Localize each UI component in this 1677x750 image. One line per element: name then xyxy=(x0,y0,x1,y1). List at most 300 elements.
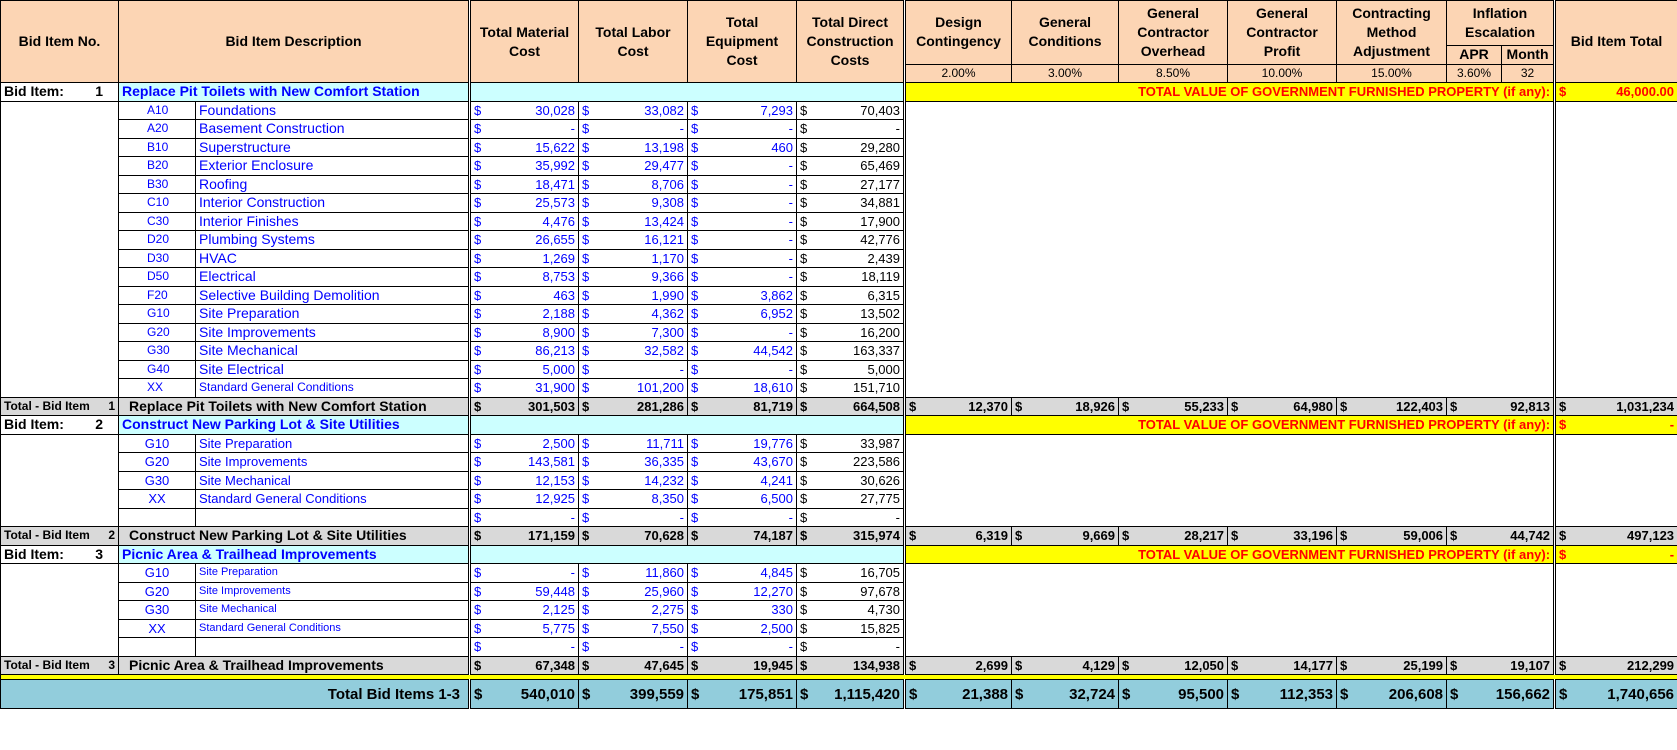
labor-cost-value: 36,335 xyxy=(644,454,685,470)
total-bid-item-label-text: Total - Bid Item xyxy=(4,528,90,543)
direct-cost-value: - xyxy=(895,639,901,655)
bid-item-total-row xyxy=(1,656,1677,675)
labor-cost xyxy=(579,508,688,527)
currency-symbol: $ xyxy=(582,583,590,599)
labor-cost-value: 101,200 xyxy=(637,380,685,396)
labor-cost-value: 9,308 xyxy=(651,195,685,211)
currency-symbol: $ xyxy=(691,269,699,285)
material-cost-value: 5,000 xyxy=(542,361,576,377)
equipment-cost-value: 6,500 xyxy=(760,491,794,507)
currency-symbol: $ xyxy=(582,121,590,137)
grand-total-equipment xyxy=(688,680,797,709)
direct-cost-value: 151,710 xyxy=(853,380,901,396)
direct-cost xyxy=(797,120,905,139)
currency-symbol: $ xyxy=(1559,528,1567,544)
direct-cost xyxy=(797,305,905,324)
labor-cost-value: 2,275 xyxy=(651,602,685,618)
equipment-cost xyxy=(688,323,797,342)
currency-symbol: $ xyxy=(474,398,482,414)
uniformat-code: C30 xyxy=(119,212,196,231)
total-material-value: 67,348 xyxy=(535,657,576,673)
material-cost-value: 18,471 xyxy=(535,176,576,192)
labor-cost-value: 16,121 xyxy=(644,232,685,248)
currency-symbol: $ xyxy=(691,361,699,377)
bid-item-number: 2 xyxy=(95,416,103,433)
currency-symbol: $ xyxy=(582,620,590,636)
equipment-cost xyxy=(688,434,797,453)
total-inflation-value: 44,742 xyxy=(1510,528,1551,544)
equipment-cost-value: 330 xyxy=(771,602,794,618)
blank-cell xyxy=(1,379,119,398)
line-item-description: Foundations xyxy=(196,101,470,120)
currency-symbol: $ xyxy=(1559,84,1567,100)
total-contracting-adjustment xyxy=(1337,527,1447,546)
material-cost xyxy=(470,638,579,657)
currency-symbol: $ xyxy=(582,361,590,377)
pct-design: 2.00% xyxy=(905,64,1012,83)
grand-total-design-contingency xyxy=(905,680,1012,709)
currency-symbol: $ xyxy=(474,685,483,703)
material-cost xyxy=(470,471,579,490)
gfp-value xyxy=(1555,83,1677,102)
blank-cell xyxy=(1,453,119,472)
direct-cost-value: 163,337 xyxy=(853,343,901,359)
grand-total-equipment-value: 175,851 xyxy=(738,685,794,703)
grand-total-label: Total Bid Items 1-3 xyxy=(1,680,470,709)
bid-item-label-text: Bid Item: xyxy=(4,416,64,433)
labor-cost-value: 13,424 xyxy=(644,213,685,229)
currency-symbol: $ xyxy=(800,435,808,451)
material-cost-value: 4,476 xyxy=(542,213,576,229)
currency-symbol: $ xyxy=(691,139,699,155)
labor-cost xyxy=(579,638,688,657)
total-equipment-value: 19,945 xyxy=(753,657,794,673)
currency-symbol: $ xyxy=(1450,657,1458,673)
material-cost xyxy=(470,286,579,305)
equipment-cost-value: - xyxy=(788,176,794,192)
currency-symbol: $ xyxy=(1559,546,1567,562)
direct-cost xyxy=(797,638,905,657)
total-gc-overhead-value: 55,233 xyxy=(1184,398,1225,414)
blank-cell xyxy=(1,564,119,583)
direct-cost xyxy=(797,564,905,583)
gfp-label: TOTAL VALUE OF GOVERNMENT FURNISHED PROPERTY (if any): xyxy=(905,416,1555,435)
blank-cell xyxy=(1,360,119,379)
currency-symbol: $ xyxy=(1231,528,1239,544)
labor-cost xyxy=(579,619,688,638)
total-design-contingency-value: 12,370 xyxy=(968,398,1009,414)
direct-cost-value: - xyxy=(895,121,901,137)
grand-total-general-conditions xyxy=(1012,680,1119,709)
equipment-cost-value: 43,670 xyxy=(753,454,794,470)
bid-item-total-value: 212,299 xyxy=(1627,657,1675,673)
currency-symbol: $ xyxy=(691,380,699,396)
bid-item-total xyxy=(1555,656,1677,675)
currency-symbol: $ xyxy=(474,287,482,303)
total-direct xyxy=(797,397,905,416)
labor-cost xyxy=(579,138,688,157)
currency-symbol: $ xyxy=(1015,685,1024,703)
currency-symbol: $ xyxy=(1450,528,1458,544)
currency-symbol: $ xyxy=(1559,685,1568,703)
currency-symbol: $ xyxy=(582,602,590,618)
equipment-cost-value: - xyxy=(788,324,794,340)
equipment-cost xyxy=(688,268,797,287)
grand-total-direct-value: 1,115,420 xyxy=(834,685,901,703)
bid-item-number: 3 xyxy=(95,545,103,562)
uniformat-code: XX xyxy=(119,619,196,638)
month-value: 32 xyxy=(1502,64,1555,83)
currency-symbol: $ xyxy=(474,343,482,359)
uniformat-code xyxy=(119,508,196,527)
blank-cell xyxy=(1,601,119,620)
line-item-description: Interior Finishes xyxy=(196,212,470,231)
direct-cost-value: 16,200 xyxy=(860,324,901,340)
grand-total-material-value: 540,010 xyxy=(520,685,576,703)
total-bid-item-label-text: Total - Bid Item xyxy=(4,398,90,413)
line-item-row xyxy=(1,564,1677,583)
currency-symbol: $ xyxy=(474,491,482,507)
gfp-value xyxy=(1555,416,1677,435)
material-cost xyxy=(470,175,579,194)
labor-cost xyxy=(579,231,688,250)
labor-cost xyxy=(579,305,688,324)
bid-item-title: Construct New Parking Lot & Site Utilities xyxy=(119,416,470,435)
currency-symbol: $ xyxy=(691,195,699,211)
apr-value: 3.60% xyxy=(1447,64,1502,83)
blank-cell xyxy=(1,508,119,527)
material-cost-value: 5,775 xyxy=(542,620,576,636)
uniformat-code: G20 xyxy=(119,582,196,601)
line-item-description: Electrical xyxy=(196,268,470,287)
total-direct-value: 134,938 xyxy=(853,657,901,673)
currency-symbol: $ xyxy=(800,195,808,211)
total-bid-item-label-text: Total - Bid Item xyxy=(4,657,90,672)
material-cost xyxy=(470,138,579,157)
currency-symbol: $ xyxy=(691,213,699,229)
blank-cell xyxy=(1,342,119,361)
currency-symbol: $ xyxy=(691,232,699,248)
currency-symbol: $ xyxy=(800,232,808,248)
uniformat-code: G30 xyxy=(119,342,196,361)
material-cost xyxy=(470,231,579,250)
currency-symbol: $ xyxy=(1450,685,1459,703)
total-bid-item-number: 2 xyxy=(108,528,115,543)
currency-symbol: $ xyxy=(800,491,808,507)
gfp-label: TOTAL VALUE OF GOVERNMENT FURNISHED PROPERTY (if any): xyxy=(905,545,1555,564)
bid-item-total-value: 1,031,234 xyxy=(1616,398,1675,414)
currency-symbol: $ xyxy=(800,361,808,377)
labor-cost xyxy=(579,157,688,176)
currency-symbol: $ xyxy=(474,195,482,211)
header-bid-item-description: Bid Item Description xyxy=(119,1,470,83)
direct-cost-value: 6,315 xyxy=(867,287,901,303)
line-item-description: Exterior Enclosure xyxy=(196,157,470,176)
uniformat-code: G30 xyxy=(119,601,196,620)
line-item-description: Roofing xyxy=(196,175,470,194)
blank-cell xyxy=(1,212,119,231)
line-item-description: HVAC xyxy=(196,249,470,268)
grand-total-general-conditions-value: 32,724 xyxy=(1069,685,1116,703)
currency-symbol: $ xyxy=(800,139,808,155)
labor-cost xyxy=(579,268,688,287)
bid-item-total xyxy=(1555,527,1677,546)
direct-cost-value: 27,775 xyxy=(860,491,901,507)
equipment-cost xyxy=(688,379,797,398)
equipment-cost-value: 4,241 xyxy=(760,472,794,488)
total-inflation xyxy=(1447,656,1555,675)
equipment-cost-value: 460 xyxy=(771,139,794,155)
currency-symbol: $ xyxy=(800,324,808,340)
direct-cost xyxy=(797,194,905,213)
material-cost xyxy=(470,212,579,231)
direct-cost-value: 34,881 xyxy=(860,195,901,211)
currency-symbol: $ xyxy=(582,380,590,396)
blank-cell xyxy=(1,101,119,120)
labor-cost xyxy=(579,175,688,194)
grand-total-direct xyxy=(797,680,905,709)
total-material-value: 171,159 xyxy=(528,528,576,544)
currency-symbol: $ xyxy=(582,685,591,703)
currency-symbol: $ xyxy=(582,398,590,414)
currency-symbol: $ xyxy=(800,685,809,703)
currency-symbol: $ xyxy=(800,213,808,229)
material-cost xyxy=(470,619,579,638)
direct-cost-value: 17,900 xyxy=(860,213,901,229)
currency-symbol: $ xyxy=(691,685,700,703)
total-design-contingency xyxy=(905,656,1012,675)
line-item-description: Basement Construction xyxy=(196,120,470,139)
total-general-conditions xyxy=(1012,397,1119,416)
line-item-description: Selective Building Demolition xyxy=(196,286,470,305)
total-labor xyxy=(579,397,688,416)
currency-symbol: $ xyxy=(582,528,590,544)
total-blank-area xyxy=(1555,564,1677,657)
currency-symbol: $ xyxy=(582,657,590,673)
labor-cost xyxy=(579,342,688,361)
currency-symbol: $ xyxy=(800,380,808,396)
labor-cost-value: 8,350 xyxy=(651,491,685,507)
total-bid-item-label xyxy=(1,656,119,675)
header-month: Month xyxy=(1502,46,1555,65)
currency-symbol: $ xyxy=(474,620,482,636)
material-cost-value: - xyxy=(570,565,576,581)
total-bid-item-label xyxy=(1,527,119,546)
total-equipment-value: 81,719 xyxy=(753,398,794,414)
material-cost xyxy=(470,101,579,120)
total-gc-overhead-value: 28,217 xyxy=(1184,528,1225,544)
material-cost-value: - xyxy=(570,639,576,655)
total-design-contingency xyxy=(905,397,1012,416)
total-equipment xyxy=(688,656,797,675)
blank-cell xyxy=(1,323,119,342)
grand-total-design-contingency-value: 21,388 xyxy=(962,685,1009,703)
uniformat-code: D30 xyxy=(119,249,196,268)
equipment-cost xyxy=(688,120,797,139)
total-bid-item-number: 3 xyxy=(108,657,115,672)
labor-cost xyxy=(579,323,688,342)
direct-cost xyxy=(797,601,905,620)
equipment-cost xyxy=(688,360,797,379)
currency-symbol: $ xyxy=(474,565,482,581)
total-general-conditions-value: 18,926 xyxy=(1075,398,1116,414)
grand-total-contracting-adjustment-value: 206,608 xyxy=(1388,685,1444,703)
bid-item-header-row xyxy=(1,545,1677,564)
direct-cost xyxy=(797,231,905,250)
currency-symbol: $ xyxy=(691,454,699,470)
total-gc-profit-value: 14,177 xyxy=(1293,657,1334,673)
currency-symbol: $ xyxy=(909,685,918,703)
pct-contracting-adjustment: 15.00% xyxy=(1337,64,1447,83)
blank-cell xyxy=(1,175,119,194)
equipment-cost-value: - xyxy=(788,639,794,655)
currency-symbol: $ xyxy=(1559,417,1567,433)
labor-cost xyxy=(579,379,688,398)
currency-symbol: $ xyxy=(582,324,590,340)
labor-cost-value: 13,198 xyxy=(644,139,685,155)
bid-item-label xyxy=(1,83,119,102)
line-item-row xyxy=(1,101,1677,120)
line-item-description: Site Electrical xyxy=(196,360,470,379)
currency-symbol: $ xyxy=(691,306,699,322)
labor-cost xyxy=(579,471,688,490)
total-gc-profit-value: 33,196 xyxy=(1293,528,1334,544)
pct-overhead: 8.50% xyxy=(1119,64,1228,83)
material-cost-value: 86,213 xyxy=(535,343,576,359)
equipment-cost xyxy=(688,508,797,527)
currency-symbol: $ xyxy=(474,102,482,118)
line-item-description: Standard General Conditions xyxy=(196,379,470,398)
blank-cell xyxy=(1,157,119,176)
labor-cost-value: 11,860 xyxy=(645,565,685,581)
currency-symbol: $ xyxy=(800,620,808,636)
direct-cost xyxy=(797,212,905,231)
total-general-conditions xyxy=(1012,527,1119,546)
labor-cost-value: 1,990 xyxy=(651,287,685,303)
currency-symbol: $ xyxy=(582,250,590,266)
total-gc-overhead xyxy=(1119,397,1228,416)
labor-cost-value: 29,477 xyxy=(644,158,685,174)
bid-item-label-text: Bid Item: xyxy=(4,83,64,100)
equipment-cost-value: 3,862 xyxy=(760,287,794,303)
material-cost xyxy=(470,323,579,342)
equipment-cost-value: - xyxy=(788,250,794,266)
equipment-cost-value: 4,845 xyxy=(760,565,794,581)
total-blank-area xyxy=(1555,434,1677,527)
grand-total-inflation-value: 156,662 xyxy=(1495,685,1551,703)
pct-profit: 10.00% xyxy=(1228,64,1337,83)
bid-item-header-fill xyxy=(470,416,905,435)
total-gc-profit xyxy=(1228,527,1337,546)
labor-cost-value: 25,960 xyxy=(644,583,685,599)
currency-symbol: $ xyxy=(691,509,699,525)
material-cost xyxy=(470,360,579,379)
currency-symbol: $ xyxy=(800,398,808,414)
total-gc-profit xyxy=(1228,397,1337,416)
material-cost xyxy=(470,453,579,472)
total-gc-overhead xyxy=(1119,656,1228,675)
direct-cost xyxy=(797,471,905,490)
material-cost-value: 31,900 xyxy=(535,380,576,396)
uniformat-code: C10 xyxy=(119,194,196,213)
gfp-value-text: - xyxy=(1669,417,1675,433)
currency-symbol: $ xyxy=(474,324,482,340)
equipment-cost-value: 18,610 xyxy=(753,380,794,396)
direct-cost-value: 70,403 xyxy=(860,102,901,118)
total-equipment xyxy=(688,397,797,416)
grand-total-gc-overhead-value: 95,500 xyxy=(1178,685,1225,703)
gfp-value xyxy=(1555,545,1677,564)
equipment-cost xyxy=(688,638,797,657)
line-item-description: Site Preparation xyxy=(196,305,470,324)
currency-symbol: $ xyxy=(582,287,590,303)
currency-symbol: $ xyxy=(474,639,482,655)
currency-symbol: $ xyxy=(474,509,482,525)
currency-symbol: $ xyxy=(909,657,917,673)
line-item-row xyxy=(1,434,1677,453)
material-cost-value: 12,925 xyxy=(535,491,576,507)
currency-symbol: $ xyxy=(1340,685,1349,703)
uniformat-code: D50 xyxy=(119,268,196,287)
header-labor-cost: Total Labor Cost xyxy=(579,1,688,83)
header-contracting-adjustment: Contracting Method Adjustment xyxy=(1337,1,1447,65)
total-labor xyxy=(579,656,688,675)
currency-symbol: $ xyxy=(1122,685,1131,703)
currency-symbol: $ xyxy=(582,195,590,211)
currency-symbol: $ xyxy=(474,121,482,137)
grand-total-gc-profit-value: 112,353 xyxy=(1279,685,1334,703)
bid-item-total-row xyxy=(1,527,1677,546)
total-inflation-value: 19,107 xyxy=(1510,657,1551,673)
material-cost-value: 25,573 xyxy=(535,195,576,211)
currency-symbol: $ xyxy=(800,528,808,544)
direct-cost-value: - xyxy=(895,509,901,525)
direct-cost xyxy=(797,490,905,509)
direct-cost xyxy=(797,268,905,287)
equipment-cost xyxy=(688,175,797,194)
uniformat-code: XX xyxy=(119,379,196,398)
material-cost xyxy=(470,249,579,268)
total-labor-value: 70,628 xyxy=(644,528,685,544)
labor-cost xyxy=(579,453,688,472)
equipment-cost-value: - xyxy=(788,269,794,285)
equipment-cost-value: - xyxy=(788,213,794,229)
total-general-conditions-value: 4,129 xyxy=(1082,657,1116,673)
currency-symbol: $ xyxy=(800,602,808,618)
blank-cell xyxy=(1,434,119,453)
total-gc-overhead xyxy=(1119,527,1228,546)
currency-symbol: $ xyxy=(691,602,699,618)
currency-symbol: $ xyxy=(582,639,590,655)
material-cost-value: 59,448 xyxy=(535,583,576,599)
direct-cost-value: 97,678 xyxy=(860,583,901,599)
currency-symbol: $ xyxy=(474,454,482,470)
currency-symbol: $ xyxy=(691,343,699,359)
grand-total-labor-value: 399,559 xyxy=(629,685,685,703)
total-design-contingency-value: 6,319 xyxy=(975,528,1009,544)
currency-symbol: $ xyxy=(1122,398,1130,414)
currency-symbol: $ xyxy=(800,176,808,192)
bid-item-total-row xyxy=(1,397,1677,416)
currency-symbol: $ xyxy=(474,528,482,544)
currency-symbol: $ xyxy=(582,454,590,470)
material-cost xyxy=(470,194,579,213)
currency-symbol: $ xyxy=(691,528,699,544)
line-item-description: Site Mechanical xyxy=(196,471,470,490)
header-equipment-cost: Total Equipment Cost xyxy=(688,1,797,83)
labor-cost xyxy=(579,582,688,601)
material-cost xyxy=(470,120,579,139)
